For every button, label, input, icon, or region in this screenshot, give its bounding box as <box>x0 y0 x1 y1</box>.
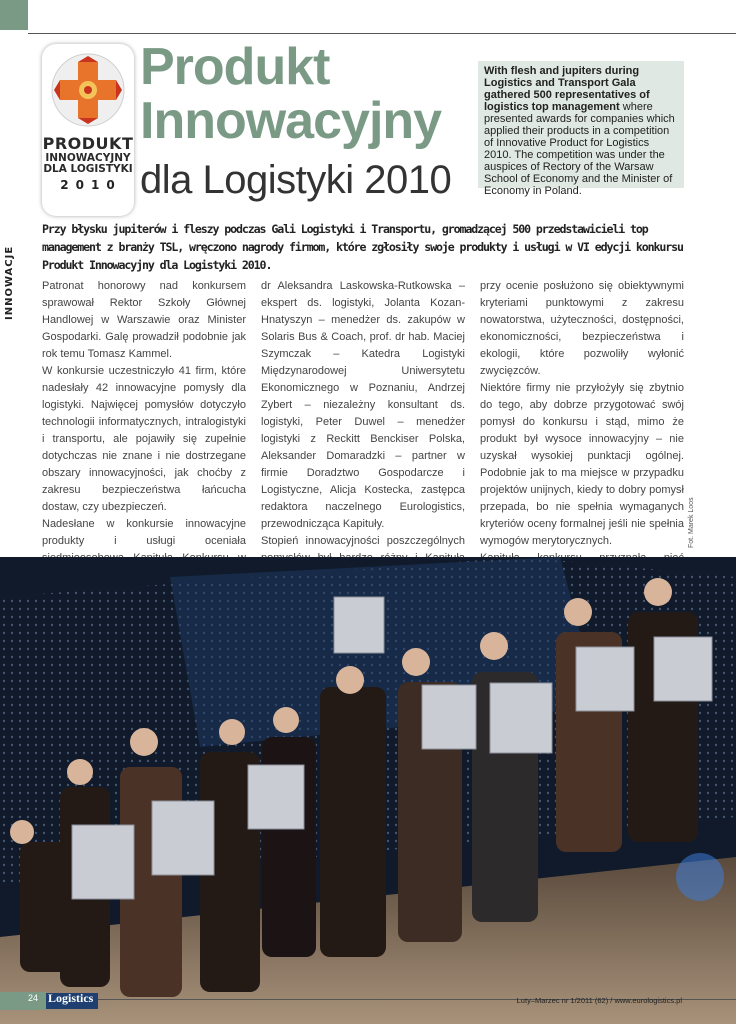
body-column-1 <box>42 278 246 584</box>
paragraph: Niektóre firmy nie przyłożyły się zbytnio do tego, aby dobrze przygotować swój pomysł do konkursu i stąd, mimo że produkt był wysoce innowacyjny – nie uzyskał wysokiej punktacji ogólnej. Podobnie jak to ma miejsce w przypadku projektów unijnych, kiedy to dobry pomysł przepada, bo nie spełnia wymaganych kryteriów oceny formalnej jeśli nie spełnia wymogów merytorycznych. <box>480 382 684 547</box>
paragraph: Stopień innowacyjności poszczególnych <box>261 535 465 547</box>
logo-year: 2010 <box>60 177 122 192</box>
logo-line-2: INNOWACYJNY <box>45 151 131 164</box>
article-lead: Przy błysku jupiterów i fleszy podczas Gali Logistyki i Transportu, gromadzącej 500 przedstawicieli top management z branży TSL, wręczono nagrody firmom, które zgłosiły swoje produkty i usługi w VI edycji konkursu Produkt Innowacyjny dla Logistyki 2010. <box>42 222 683 272</box>
logo-line-1: PRODUKT <box>42 134 134 153</box>
paragraph: Patronat honorowy nad konkursem sprawował Rektor Szkoły Głównej Handlowej w Warszawie oraz Minister Gospodarki. Galę prowadził podobnie jak rok temu Tomasz Kammel. <box>42 280 246 360</box>
issue-info: Luty–Marzec nr 1/2011 (62) / www.eurologistics.pl <box>516 996 682 1005</box>
page-number: 24 <box>28 993 39 1003</box>
summary-bold: With flesh and jupiters during Logistics and Transport Gala gathered 500 representatives of logistics top management <box>484 65 650 113</box>
section-label: INNOWACJE <box>4 245 15 320</box>
title-line-2: Innowacyjny <box>140 92 442 150</box>
top-rule <box>28 33 736 34</box>
article-title <box>140 38 452 202</box>
paragraph: Nadesłane w konkursie innowacyjne produkty i usługi oceniała <box>42 518 246 547</box>
english-summary <box>478 61 684 197</box>
summary-rest: where presented awards for companies which applied their products in a competition of Innovative Product for Logistics 2010. The competition was under the auspices of Rectory of the Warsaw School of Economy and the Minister of Economy in Poland. <box>484 101 675 197</box>
title-line-3: dla Logistyki 2010 <box>140 158 452 202</box>
award-cross-icon <box>50 52 126 128</box>
paragraph: przy ocenie posłużono się obiektywnymi kryteriami punktowymi z zakresu nowatorstwa, użyteczności, dostępności, ekonomiczności, bezpieczeństwa i ekologii, które pozwoliły wyłonić zwycięzców. <box>480 280 684 377</box>
title-line-1: Produkt <box>140 38 330 96</box>
award-ceremony-photo <box>0 557 736 1024</box>
section-corner-tab <box>0 0 28 30</box>
magazine-logo: Logistics <box>48 991 94 1005</box>
logo-line-3: DLA LOGISTYKI <box>43 162 133 175</box>
award-logo <box>42 44 134 216</box>
paragraph: W konkursie uczestniczyło 41 firm, które nadesłały 42 innowacyjne pomysły dla logistyki. Najwięcej pomysłów dotyczyło technologii informatycznych, intralogistyki i transportu, ale pojawiły się zupełnie dotychczas nie znane i nie dostrzegane obszary innowacyjności, jak choćby z zakresu bezpieczeństwa łańcucha dostaw, czy ubezpieczeń. <box>42 365 246 513</box>
paragraph: dr Aleksandra Laskowska-Rutkowska – ekspert ds. logistyki, Jolanta Kozan-Hnatyszyn – menedżer ds. zakupów w Solaris Bus & Coach, prof. dr hab. Maciej Szymczak – Katedra Logistyki Międzynarodowej Uniwersytetu Ekonomicznego w Poznaniu, Andrzej Zybert – niezależny konsultant ds. logistyki, Peter Duwel – menedżer logistyki z Reckitt Benckiser Polska, Aleksander Domaradzki – partner w firmie Doradztwo Gospodarcze i Logistyczne, Alicja Kostecka, zastępca redaktora naczelnego Eurologistics, przewodnicząca Kapituły. <box>261 280 465 530</box>
photo-credit: Fot. Marek Loos <box>688 497 695 548</box>
ceremony-photo-illustration <box>0 557 736 1024</box>
